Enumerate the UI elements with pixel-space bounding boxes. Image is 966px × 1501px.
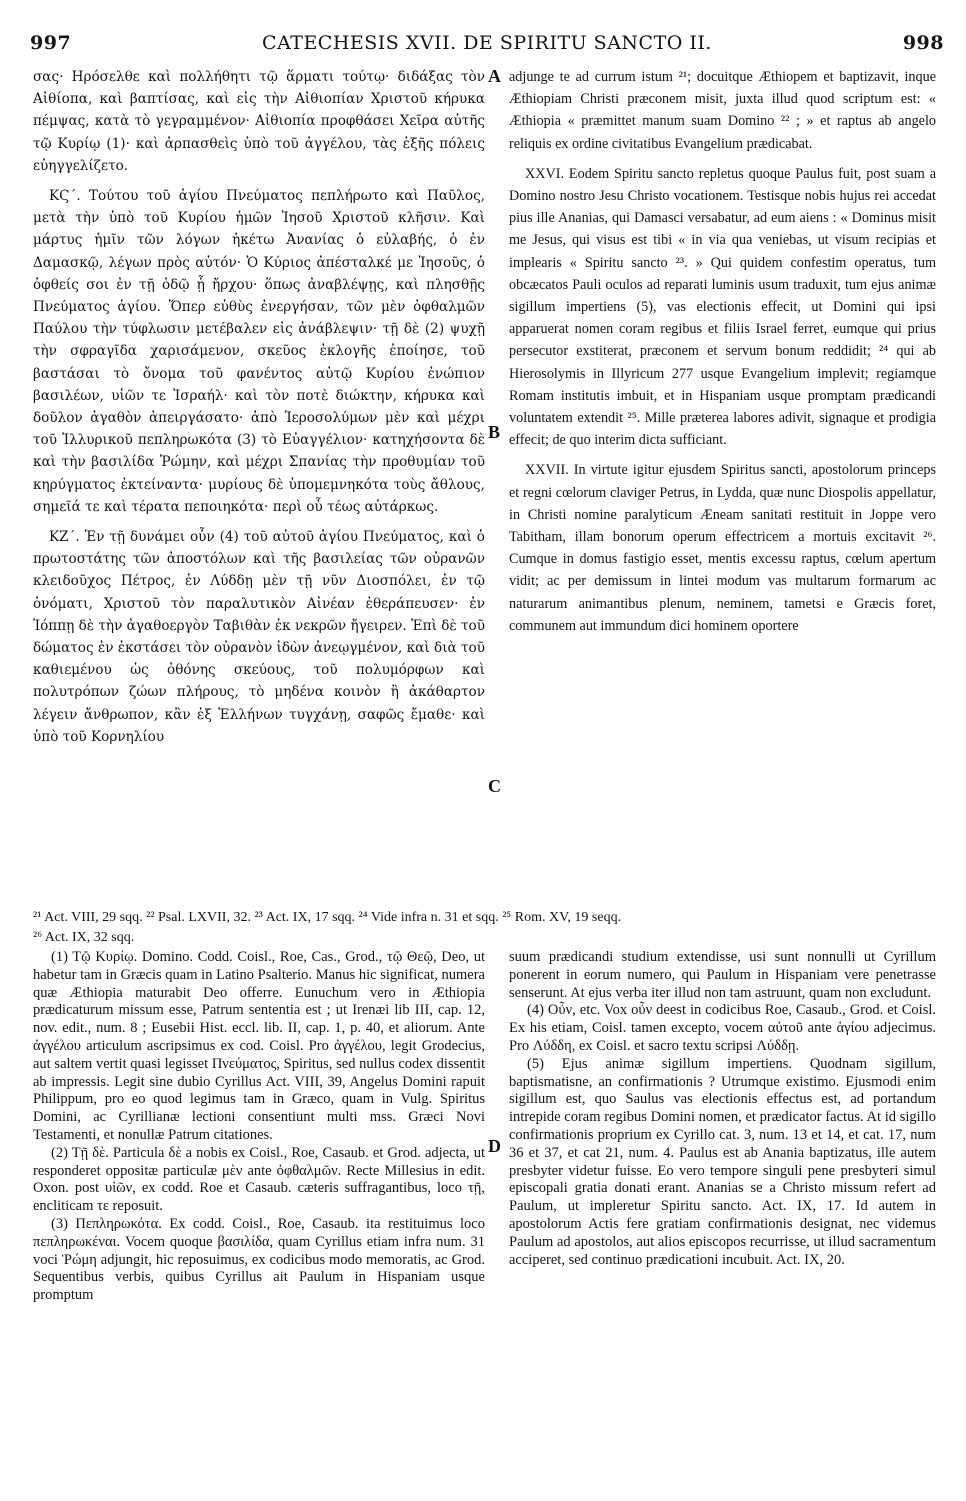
footnote-3-continued: suum prædicandi studium extendisse, usi sunt nonnulli ut Cyrillum ponerent in eorum numero, qui Paulum in Hispaniam vere penetrasse senserunt. At ejus verba iter illud non tam astruunt, quam non excludunt. <box>509 949 936 1001</box>
latin-paragraph-1: adjunge te ad currum istum ²¹; docuitque Æthiopem et baptizavit, inque Æthiopiam Christi præconem misit, juxta illud quod scriptum est: « Æthiopia « præmittet manum suam Domino ²² ; » et raptus ab angelo reliquis ex ordine civitatibus Evangelium prædicabat. <box>509 69 936 152</box>
scripture-references <box>33 908 936 948</box>
footnote-5: (5) Ejus animæ sigillum impertiens. Quodnam sigillum, baptismatisne, an confirmationis ? Utrumque existimo. Ejusmodi enim sigillum est, quo Saulus vas electionis effectus est, ad portandum intrepide coram regibus Domini nomen, et prædicator factus. At id sigillo confirmationis proprium ex Cyrillo cat. 3, num. 13 et 14, et cat. 17, num 36 et 37, et cat 21, num. 4. Paulus est ab Anania baptizatus, ille autem presbyter videtur fuisse. Eo vero tempore singuli pene presbyteri simul episcopali gratia donati erant. Ananias se a Christo missum refert ad Paulum, ut impleretur Spiritu sancto. Act. IX, 17. Id autem in apostolorum Actis fere gratiam confirmationis designat, nec videmus Paulum ad apostolos, aut alios episcopos recurrisse, ut illud sacramentum acciperet, sed continuo prædicationi incubuit. Act. IX, 20. <box>509 1055 936 1268</box>
greek-paragraph-1: σας· Ηρόσελθε καὶ πολλήθητι τῷ ἅρματι τούτῳ· διδάξας τὸν Αἰθίοπα, καὶ βαπτίσας, καὶ εἰς τὴν Αἰθιοπίαν Χριστοῦ κήρυκα πέμψας, κατὰ τὸ γεγραμμένον· Αἰθιοπία προφθάσει Χεῖρα αὐτῆς τῷ Κυρίῳ (1)· καὶ ἁρπασθεὶς ὑπὸ τοῦ ἀγγέλου, τὰς ἑξῆς πόλεις εὐηγγελίζετο. <box>33 69 485 174</box>
greek-column <box>33 66 485 748</box>
margin-letter-c: C <box>488 776 501 796</box>
latin-paragraph-27: XXVII. In virtute igitur ejusdem Spiritus sancti, apostolorum princeps et regni cœlorum claviger Petrus, in Lydda, quæ nunc Diospolis appellatur, in Christi nomine paralyticum Æneam sanitati restituit in Joppe vero Tabitham, illam bonorum operum effectricem a mortuis excitavit ²⁶. Cumque in domus fastigio esset, mentis excessu raptus, cœlum apertum vidit; ac per demissum in lintei modum vas multarum formarum ac naturarum animantibus plenum, neminem, tametsi e Græcis foret, communem aut immundum dici hominem oportere <box>509 462 936 634</box>
running-title: CATECHESIS XVII. DE SPIRITU SANCTO II. <box>262 32 712 54</box>
latin-column <box>509 66 936 637</box>
footnotes-right <box>509 949 936 1269</box>
footnote-1: (1) Τῷ Κυρίῳ. Domino. Codd. Coisl., Roe, Cas., Grod., τῷ Θεῷ, Deo, ut habetur tam in Græcis quam in Latino Psalterio. Manus hic significat, numera quæ Æthiopia maturabit Deo offerre. Eunuchum vero in Æthiopia prædicaturum missum esse, Patrum sententia est ; ut Irenæi lib III, cap. 12, nov. edit., num. 8 ; Eusebii Hist. eccl. lib. II, cap. 1, p. 40, et aliorum. Ante ἀγγέλου articulum ascripsimus ex cod. Coisl. Pro ἀγγέλου, legit Grodecius, aut saltem vertit quasi legisset Πνεύματος, Spiritus, sed nullus codex dissentit ab impressis. Legit sine dubio Cyrillus Act. VIII, 39, Angelus Domini rapuit Philippum, pro eo quod legimus tam in Græco, quam in Vulg. Spiritus Domini, ac Cyrillianæ lectioni consentiunt multi mss. Græci Novi Testamenti, et nonullæ Patrum citationes. <box>33 949 485 1143</box>
footnote-4: (4) Οὖν, etc. Vox οὖν deest in codicibus Roe, Casaub., Grod. et Coisl. Ex his etiam, Coisl. tamen excepto, vocem αὐτοῦ ante ἁγίου adjecimus. Pro Λύδδη, ex Coisl. et sacro textu scripsi Λύδδῃ. <box>509 1002 936 1054</box>
greek-paragraph-27: ΚΖ΄. Ἐν τῇ δυνάμει οὖν (4) τοῦ αὐτοῦ ἁγίου Πνεύματος, καὶ ὁ πρωτοστάτης τῶν ἀποστόλων καὶ τῆς βασιλείας τῶν οὐρανῶν κλειδοῦχος Πέτρος, ἐν Λύδδῃ μὲν τῇ νῦν Διοσπόλει, ἐν τῷ ὀνόματι, Χριστοῦ τὸν παραλυτικὸν Αἰνέαν ἐθεράπευσεν· ἐν Ἰόππῃ δὲ τὴν ἀγαθοεργὸν Ταβιθὰν ἐκ νεκρῶν ἤγειρεν. Ἐπὶ δὲ τοῦ δώματος ἐν ἐκστάσει τὸν οὐρανὸν ἰδὼν ἀνεῳγμένον, καὶ διὰ τοῦ καθιεμένου ὡς ὀθόνης σκεύους, τοῦ πολυμόρφων καὶ πολυτρόπων ζώων πλήρους, τὸ μηδένα κοινὸν ἢ ἀκάθαρτον λέγειν ἄνθρωπον, κἂν ἐξ Ἑλλήνων τυγχάνῃ, σαφῶς ἔμαθε· καὶ ὑπὸ τοῦ Κορνηλίου <box>33 529 485 745</box>
margin-letter-d: D <box>488 1136 501 1156</box>
footnote-2: (2) Τῇ δὲ. Particula δὲ a nobis ex Coisl., Roe, Casaub. et Grod. adjecta, ut responderet oppositæ particulæ μὲν ante ὀφθαλμῶν. Recte Millesius in edit. Oxon. post υἱῶν, ex codd. Roe et Casaub. cæteris suffragantibus, loco τῇ, encliticam τε reposuit. <box>33 1144 485 1215</box>
margin-letter-a: A <box>488 66 501 86</box>
page-number-right: 998 <box>902 32 944 54</box>
running-head <box>30 32 944 58</box>
page-number-left: 997 <box>30 32 72 54</box>
footnote-3: (3) Πεπληρωκότα. Ex codd. Coisl., Roe, Casaub. ita restituimus loco πεπληρωκέναι. Vocem quoque βασιλίδα, quam Cyrillus etiam infra num. 31 voci Ῥώμη adjungit, hic reposuimus, ex codicibus modo memoratis, ac Grod. Sequentibus verbis, quibus Cyrillus ait Paulum in Hispaniam usque promptum <box>33 1215 485 1304</box>
greek-paragraph-26: ΚϚ΄. Τούτου τοῦ ἁγίου Πνεύματος πεπλήρωτο καὶ Παῦλος, μετὰ τὴν ὑπὸ τοῦ Κυρίου ἡμῶν Ἰησοῦ Χριστοῦ κλῆσιν. Καὶ μάρτυς ἡμῖν τῶν λόγων ἡκέτω Ἀνανίας ὁ εὐλαβής, ὁ ἐν Δαμασκῷ, λέγων πρὸς αὐτόν· Ὁ Κύριος ἀπέσταλκέ με Ἰησοῦς, ὁ ὀφθείς σοι ἐν τῇ ὁδῷ ᾗ ἤρχου· ὅπως ἀναβλέψῃς, καὶ πλησθῇς Πνεύματος ἁγίου. Ὅπερ εὐθὺς ἐνεργήσαν, τῶν μὲν ὀφθαλμῶν Παύλου τὴν τύφλωσιν μετέβαλεν εἰς ἀνάβλεψιν· τῇ δὲ (2) ψυχῇ τὴν σφραγῖδα χαρισάμενον, σκεῦος ἐκλογῆς ἐποίησε, τοῦ βαστάσαι τὸ ὄνομα τοῦ φανέντος αὐτῷ Κυρίου ἐνώπιον βασιλέων, υἱῶν τε Ἰσραήλ· καὶ τὸν ποτὲ διώκτην, κήρυκα καὶ δοῦλον ἀγαθὸν ἀπειργάσατο· ἀπὸ Ἱεροσολύμων μὲν καὶ μέχρι τοῦ Ἰλλυρικοῦ πεπληρωκότα (3) τὸ Εὐαγγέλιον· κατηχήσοντα δὲ καὶ τὴν βασιλίδα Ῥώμην, καὶ μέχρι Σπανίας τὴν προθυμίαν τοῦ κηρύγματος ἐκτείναντα· μυρίους δὲ ὑπομεμνηκότα τοὺς ἄθλους, σημεῖά τε καὶ τέρατα πεποιηκότα· περὶ οὗ τέως αὐτάρκως. <box>33 188 485 515</box>
margin-letter-b: B <box>488 422 501 442</box>
footnotes-left <box>33 949 485 1305</box>
latin-paragraph-26: XXVI. Eodem Spiritu sancto repletus quoque Paulus fuit, post suam a Domino nostro Jesu Christo vocationem. Testisque nobis hujus rei accedat pius ille Ananias, qui Damasci versabatur, ad eum aiens : « Dominus misit me Jesus, qui visus est tibi « in via qua veniebas, ut visum recipias et implearis « Spiritu sancto ²³. » Qui quidem confestim operatus, tum obcæcatos Pauli oculos ad reparati luminis usum traduxit, tum ejus animæ sigillum impertiens (5), vas electionis effecit, ut Domini qui ipsi apparuerat nomen coram regibus et filiis Israel ferret, eumque qui prius persecutor exstiterat, præconem et servum bonum reddidit; ²⁴ qui ab Hierosolymis in Illyricum 277 usque Evangelium implevit; regiamque Romam institutis imbuit, et in Hispaniam usque promptam prædicandi voluntatem extendit ²⁵. Mille præterea labores adivit, signaque et prodigia effecit; de quo interim dicta sufficiant. <box>509 165 936 449</box>
reference-line-2: ²⁶ Act. IX, 32 sqq. <box>33 930 135 945</box>
reference-line-1: ²¹ Act. VIII, 29 sqq. ²² Psal. LXVII, 32. ²³ Act. IX, 17 sqq. ²⁴ Vide infra n. 31 et sqq. ²⁵ Rom. XV, 19 seqq. <box>33 910 622 925</box>
